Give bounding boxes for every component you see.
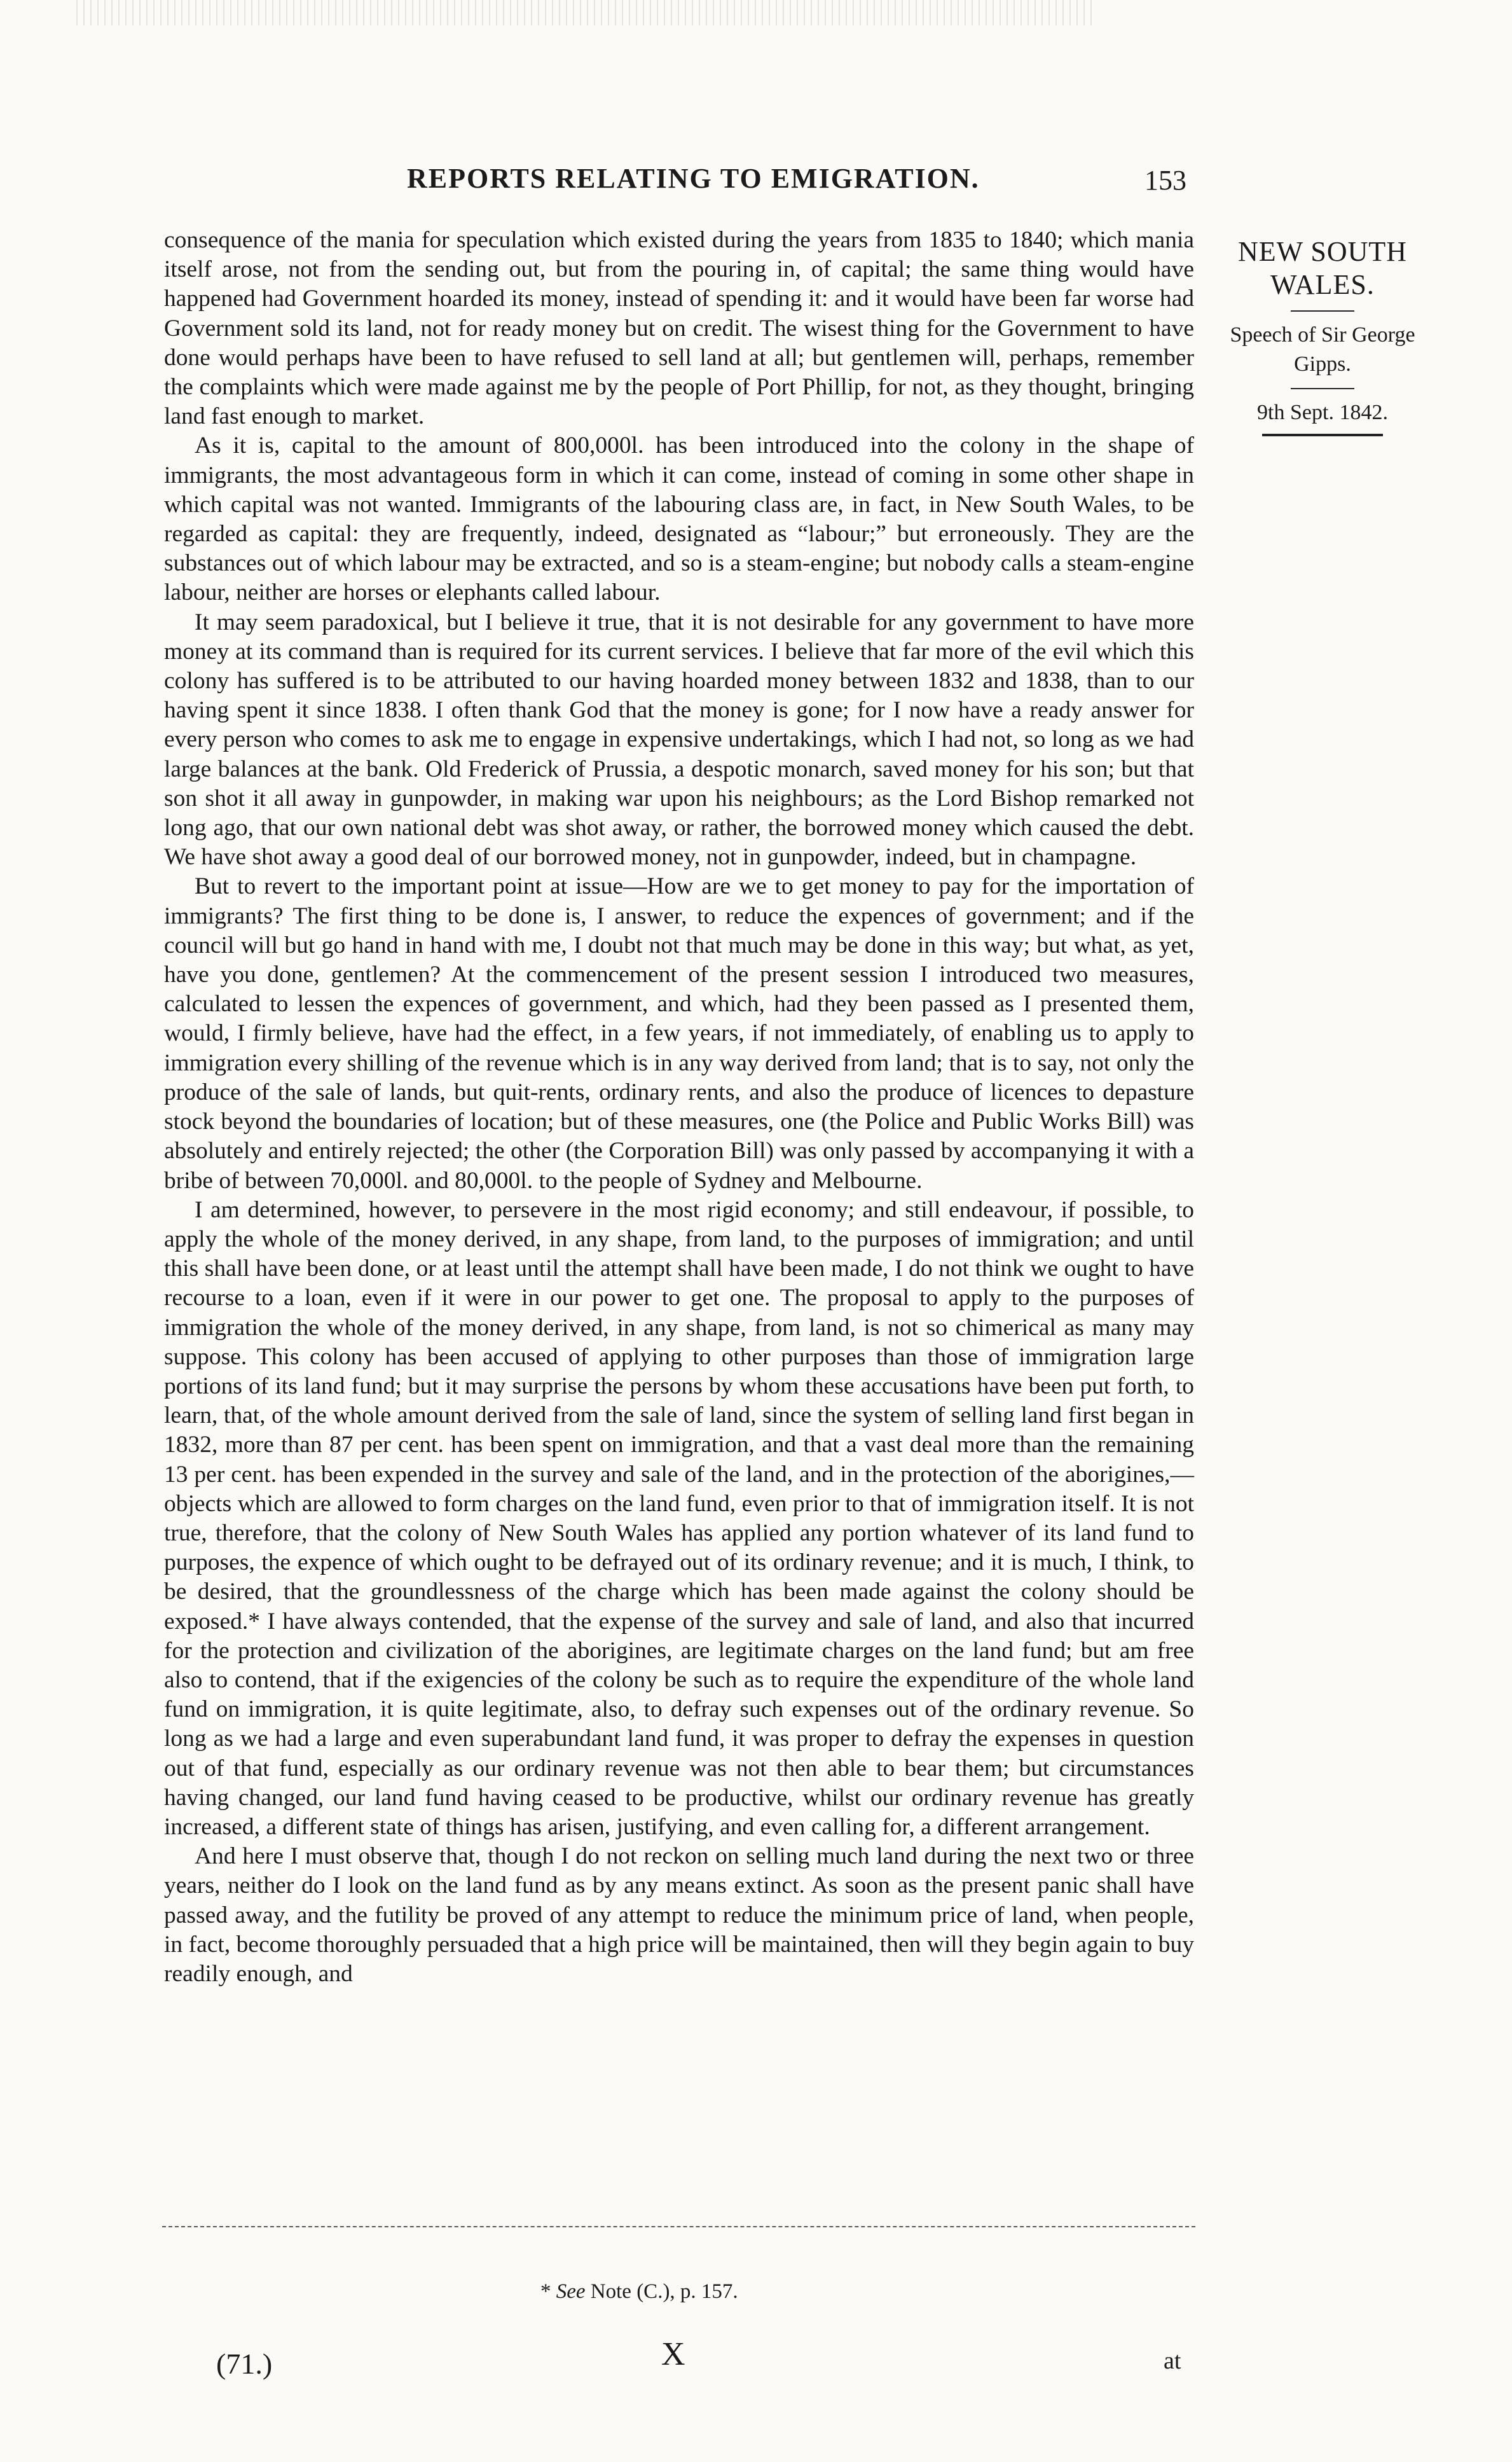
page-number: 153	[1144, 165, 1186, 196]
body-text	[164, 226, 1194, 1989]
footnote-marker: *	[540, 2280, 551, 2303]
margin-rule	[1291, 310, 1354, 312]
scan-speckle	[76, 0, 1094, 25]
catchword: at	[1164, 2348, 1181, 2374]
margin-note	[1227, 235, 1418, 443]
margin-date: 9th Sept. 1842.	[1257, 401, 1388, 424]
running-head: REPORTS RELATING TO EMIGRATION.	[407, 163, 980, 194]
margin-speech: Speech of Sir George Gipps.	[1230, 323, 1415, 376]
paragraph: It may seem paradoxical, but I believe it true, that it is not desirable for any government to have more money at its command than is required for its current services. I believe that far more of the evil which this colony has suffered is to be attributed to our having hoarded money between 1832 and 1838, than to our having spent it since 1838. I often thank God that the money is gone; for I now have a ready answer for every person who comes to ask me to engage in expensive undertakings, which I had not, so long as we had large balances at the bank. Old Frederick of Prussia, a despotic monarch, saved money for his son; but that son shot it all away in gunpowder, in making war upon his neighbours; as the Lord Bishop remarked not long ago, that our own national debt was shot away, or rather, the borrowed money which caused the debt. We have shot away a good deal of our borrowed money, not in gunpowder, indeed, but in champagne.	[164, 609, 1194, 871]
paragraph: And here I must observe that, though I do not reckon on selling much land during the next two or three years, neither do I look on the land fund as by any means extinct. As soon as the present panic shall have passed away, and the futility be proved of any attempt to reduce the minimum price of land, when people, in fact, become thoroughly persuaded that a high price will be maintained, then will they begin again to buy readily enough, and	[164, 1843, 1194, 1987]
paragraph: I am determined, however, to persevere in the most rigid economy; and still endeavour, if possible, to apply the whole of the money derived, in any shape, from land, to the purposes of immigration; and until this shall have been done, or at least until the attempt shall have been made, I do not think we ought to have recourse to a loan, even if it were in our power to get one. The proposal to apply to the purposes of immigration the whole of the money derived, in any shape, from land, is not so chimerical as many may suppose. This colony has been accused of applying to other purposes than those of immigration large portions of its land fund; but it may surprise the persons by whom these accusations have been put forth, to learn, that, of the whole amount derived from the sale of land, since the system of selling land first began in 1832, more than 87 per cent. has been spent on immigration, and that a vast deal more than the remaining 13 per cent. has been expended in the survey and sale of the land, and in the protection of the aborigines,—objects which are allowed to form charges on the land fund, even prior to that of immigration itself. It is not true, therefore, that the colony of New South Wales has applied any portion whatever of its land fund to purposes, the expence of which ought to be defrayed out of its ordinary revenue; and it is much, I think, to be desired, that the groundlessness of the charge which has been made against the colony should be exposed.* I have always contended, that the expense of the survey and sale of land, and also that incurred for the protection and civilization of the aborigines, are legitimate charges on the land fund; but am free also to contend, that if the exigencies of the colony be such as to require the expenditure of the whole land fund on immigration, it is quite legitimate, also, to defray such expenses out of the ordinary revenue. So long as we had a large and even superabundant land fund, it was proper to defray the expenses in question out of that fund, especially as our ordinary revenue was not then able to bear them; but circumstances having changed, our land fund having ceased to be productive, whilst our ordinary revenue has greatly increased, a different state of things has arisen, justifying, and even calling for, a different arrangement.	[164, 1196, 1194, 1840]
margin-rule-long	[1262, 434, 1383, 436]
signature-mark: X	[661, 2336, 685, 2372]
paragraph: consequence of the mania for speculation which existed during the years from 1835 to 1840; which mania itself arose, not from the sending out, but from the pouring in, of capital; the same thing would have happened had Government hoarded its money, instead of spending it: and it would have been far worse had Government sold its land, not for ready money but on credit. The wisest thing for the Government to have done would perhaps have been to have refused to sell land at all; but gentlemen will, perhaps, remember the complaints which were made against me by the people of Port Phillip, for not, as they thought, bringing land fast enough to market.	[164, 227, 1194, 430]
footnote	[540, 2280, 986, 2304]
footnote-text: Note (C.), p. 157.	[590, 2280, 738, 2303]
paragraph: But to revert to the important point at issue—How are we to get money to pay for the importation of immigrants? The first thing to be done is, I answer, to reduce the expences of government; and if the council will but go hand in hand with me, I doubt not that much may be done in this way; but what, as yet, have you done, gentlemen? At the commencement of the present session I introduced two measures, calculated to lessen the expences of government, and which, had they been passed as I presented them, would, I firmly believe, have had the effect, in a few years, if not immediately, of enabling us to apply to immigration every shilling of the revenue which is in any way derived from land; that is to say, not only the produce of the sale of lands, but quit-rents, ordinary rents, and also the produce of licences to depasture stock beyond the boundaries of location; but of these measures, one (the Police and Public Works Bill) was absolutely and entirely rejected; the other (the Corporation Bill) was only passed by accompanying it with a bribe of between 70,000l. and 80,000l. to the people of Sydney and Melbourne.	[164, 873, 1194, 1194]
footnote-rule	[162, 2226, 1195, 2227]
margin-rule	[1291, 388, 1354, 389]
paragraph: As it is, capital to the amount of 800,000l. has been introduced into the colony in the shape of immigrants, the most advantageous form in which it can come, instead of coming in some other shape in which capital was not wanted. Immigrants of the labouring class are, in fact, in New South Wales, to be regarded as capital: they are frequently, indeed, designated as “labour;” but erroneously. They are the substances out of which labour may be extracted, and so is a steam-engine; but nobody calls a steam-engine labour, neither are horses or elephants called labour.	[164, 432, 1194, 606]
footnote-ref: See	[556, 2280, 586, 2303]
margin-colony: NEW SOUTH WALES.	[1237, 236, 1408, 300]
sheet-number: (71.)	[216, 2348, 273, 2380]
